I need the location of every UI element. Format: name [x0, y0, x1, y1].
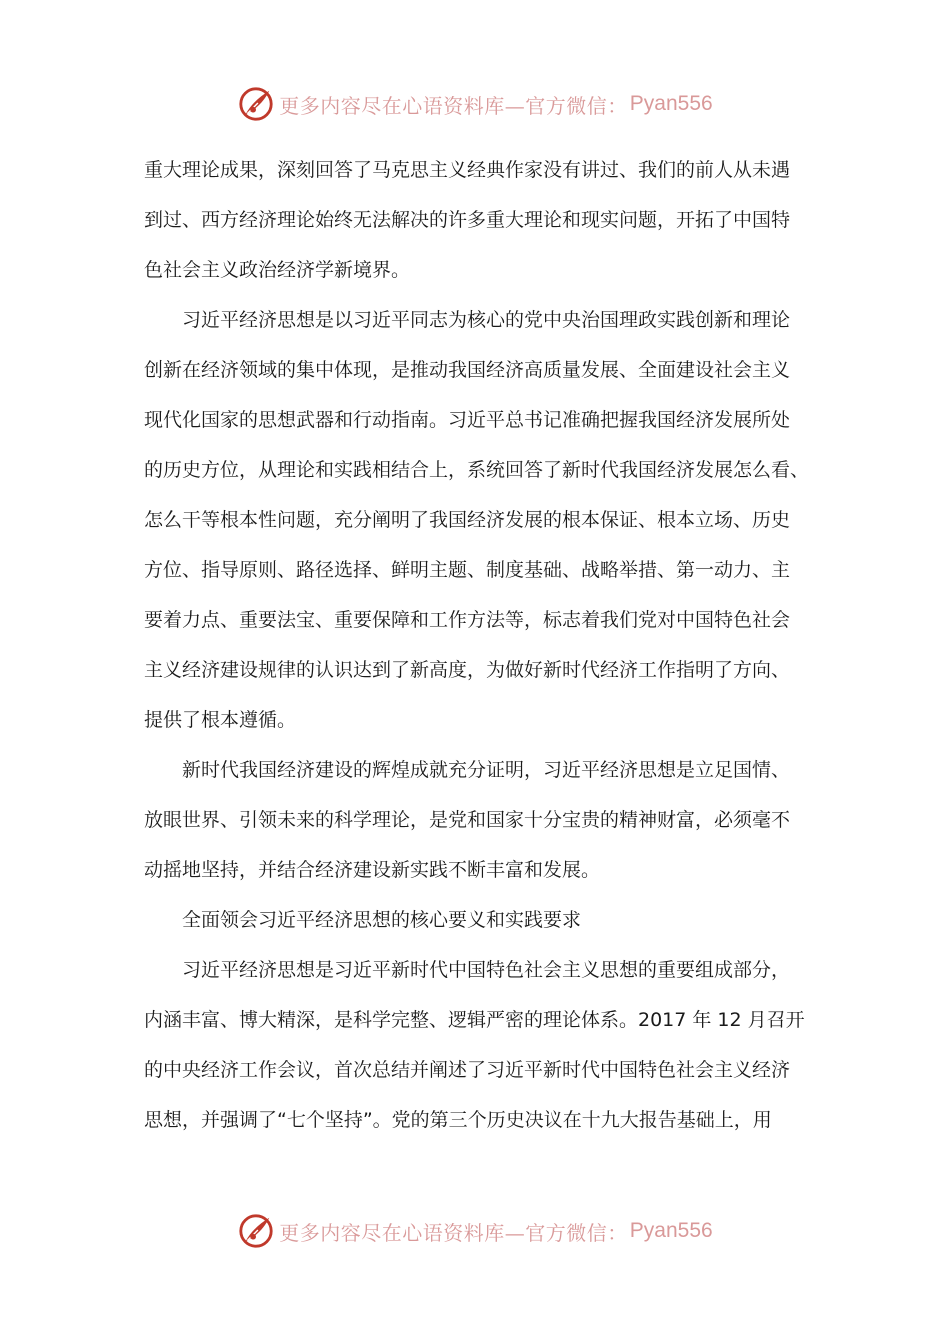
text-line: 怎么干等根本性问题，充分阐明了我国经济发展的根本保证、根本立场、历史: [144, 509, 791, 531]
text-line: 新时代我国经济建设的辉煌成就充分证明，习近平经济思想是立足国情、: [182, 759, 791, 781]
text-line: 要着力点、重要法宝、重要保障和工作方法等，标志着我们党对中国特色社会: [144, 609, 791, 631]
text-line: 到过、西方经济理论始终无法解决的许多重大理论和现实问题，开拓了中国特: [144, 209, 791, 231]
footer-banner: [0, 1209, 950, 1253]
text-line: 提供了根本遵循。: [144, 709, 297, 731]
text-line: 重大理论成果，深刻回答了马克思主义经典作家没有讲过、我们的前人从未遇: [144, 159, 791, 181]
text-line: 习近平经济思想是以习近平同志为核心的党中央治国理政实践创新和理论: [182, 309, 791, 331]
text-line: 现代化国家的思想武器和行动指南。习近平总书记准确把握我国经济发展所处: [144, 409, 791, 431]
text-line: 全面领会习近平经济思想的核心要义和实践要求: [182, 909, 582, 931]
footer-banner-text: 更多内容尽在心语资料库—官方微信：: [279, 1220, 628, 1245]
text-line: 的历史方位，从理论和实践相结合上，系统回答了新时代我国经济发展怎么看、: [144, 459, 810, 481]
header-banner: [0, 82, 950, 126]
header-wechat-id: Pyan556: [629, 92, 713, 115]
text-line: 习近平经济思想是习近平新时代中国特色社会主义思想的重要组成部分，: [182, 959, 791, 981]
text-line: 内涵丰富、博大精深，是科学完整、逻辑严密的理论体系。2017 年 12 月召开: [144, 1009, 805, 1031]
quill-logo-icon: [237, 1212, 275, 1250]
text-line: 创新在经济领域的集中体现，是推动我国经济高质量发展、全面建设社会主义: [144, 359, 791, 381]
text-line: 动摇地坚持，并结合经济建设新实践不断丰富和发展。: [144, 859, 601, 881]
header-banner-text: 更多内容尽在心语资料库—官方微信：: [279, 93, 628, 118]
text-line: 主义经济建设规律的认识达到了新高度，为做好新时代经济工作指明了方向、: [144, 659, 791, 681]
document-body: [144, 145, 809, 1145]
text-line: 色社会主义政治经济学新境界。: [144, 259, 411, 281]
footer-wechat-id: Pyan556: [629, 1219, 713, 1242]
text-line: 放眼世界、引领未来的科学理论，是党和国家十分宝贵的精神财富，必须毫不: [144, 809, 791, 831]
text-line: 的中央经济工作会议，首次总结并阐述了习近平新时代中国特色社会主义经济: [144, 1059, 791, 1081]
quill-logo-icon: [237, 85, 275, 123]
text-line: 方位、指导原则、路径选择、鲜明主题、制度基础、战略举措、第一动力、主: [144, 559, 791, 581]
text-line: 思想，并强调了“七个坚持”。党的第三个历史决议在十九大报告基础上，用: [144, 1109, 772, 1131]
